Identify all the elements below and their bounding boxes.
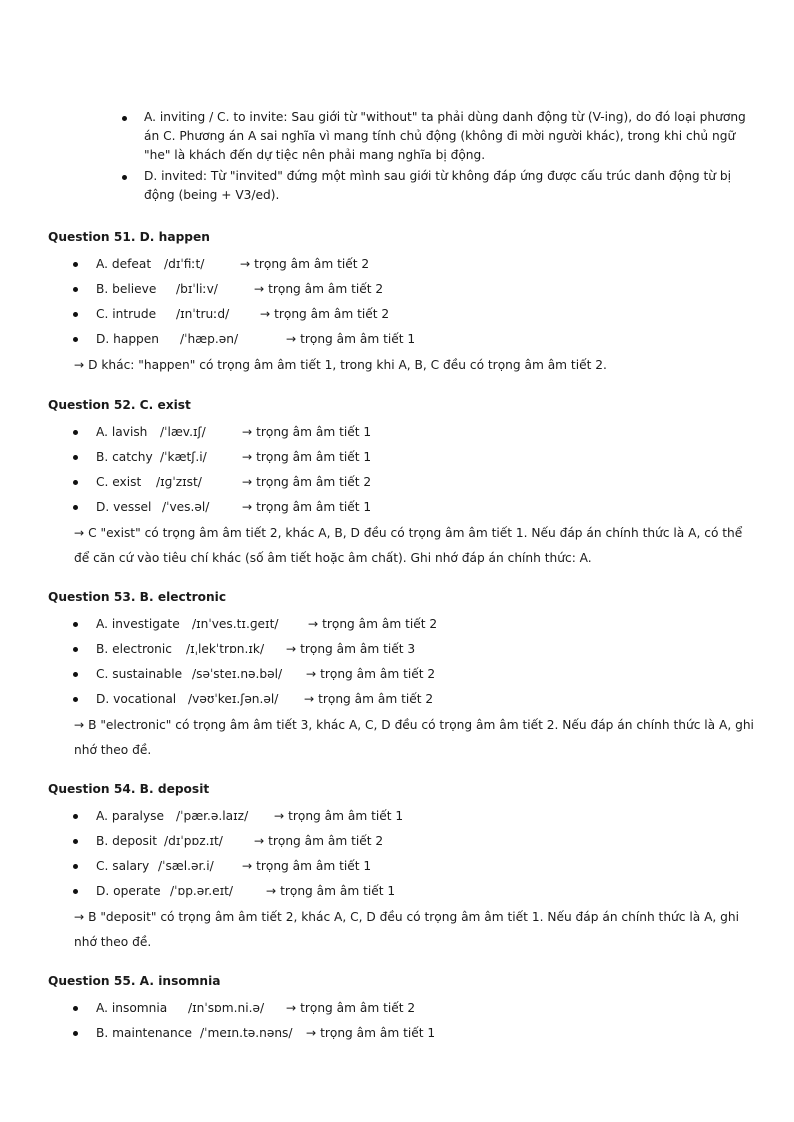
bullet-icon bbox=[73, 697, 78, 702]
question-52 bbox=[48, 396, 758, 571]
bullet-icon bbox=[122, 116, 127, 121]
option-item bbox=[48, 996, 758, 1021]
question-55 bbox=[48, 972, 758, 1046]
option-result: → trọng âm âm tiết 1 bbox=[242, 425, 372, 439]
intro-text: D. invited: Từ "invited" đứng một mình sau giới từ không đáp ứng được cấu trúc danh động từ bị động (being + V3/ed). bbox=[144, 169, 732, 202]
option-ipa: /ˈlæv.ɪʃ/ bbox=[160, 425, 206, 439]
option-item bbox=[48, 327, 758, 352]
bullet-icon bbox=[73, 647, 78, 652]
option-item bbox=[48, 687, 758, 712]
explanation-note: → D khác: "happen" có trọng âm âm tiết 1, trong khi A, B, C đều có trọng âm âm tiết 2. bbox=[74, 358, 607, 372]
bullet-icon bbox=[73, 287, 78, 292]
option-word: B. catchy bbox=[96, 450, 153, 464]
question-51 bbox=[48, 228, 758, 378]
question-54 bbox=[48, 780, 758, 955]
option-item bbox=[48, 612, 758, 637]
option-word: D. happen bbox=[96, 332, 160, 346]
bullet-icon bbox=[122, 175, 127, 180]
option-word: C. salary bbox=[96, 859, 150, 873]
option-item bbox=[48, 829, 758, 854]
option-ipa: /ɪnˈves.tɪ.ɡeɪt/ bbox=[192, 617, 279, 631]
option-ipa: /ɪˌlekˈtrɒn.ɪk/ bbox=[186, 642, 265, 656]
option-list bbox=[48, 420, 758, 520]
option-word: C. intrude bbox=[96, 307, 157, 321]
option-ipa: /ˈpær.ə.laɪz/ bbox=[176, 809, 249, 823]
option-item bbox=[48, 1021, 758, 1046]
bullet-icon bbox=[73, 839, 78, 844]
explanation-note: → C "exist" có trọng âm âm tiết 2, khác A, B, D đều có trọng âm âm tiết 1. Nếu đáp án chính thức là A, có thể để căn cứ vào tiêu chí khác (số âm tiết hoặc âm chất). Ghi nhớ đáp án chính thức: A. bbox=[74, 526, 743, 565]
bullet-icon bbox=[73, 622, 78, 627]
bullet-icon bbox=[73, 864, 78, 869]
option-ipa: /ˈves.əl/ bbox=[162, 500, 210, 514]
option-word: B. believe bbox=[96, 282, 157, 296]
option-ipa: /vəʊˈkeɪ.ʃən.əl/ bbox=[188, 692, 279, 706]
option-ipa: /ɪnˈtruːd/ bbox=[176, 307, 230, 321]
option-word: B. maintenance bbox=[96, 1026, 192, 1040]
option-list bbox=[48, 612, 758, 712]
option-result: → trọng âm âm tiết 1 bbox=[274, 809, 404, 823]
option-item bbox=[48, 804, 758, 829]
option-result: → trọng âm âm tiết 1 bbox=[286, 332, 416, 346]
bullet-icon bbox=[73, 1006, 78, 1011]
option-ipa: /dɪˈfiːt/ bbox=[164, 257, 205, 271]
intro-text: A. inviting / C. to invite: Sau giới từ "without" ta phải dùng danh động từ (V-ing), do đó loại phương án C. Phương án A sai nghĩa vì mang tính chủ động (không đi mời người khác), trong khi chủ ngữ "he" là khách đến dự tiệc nên phải mang nghĩa bị động. bbox=[144, 110, 746, 162]
option-item bbox=[48, 277, 758, 302]
option-result: → trọng âm âm tiết 2 bbox=[306, 667, 436, 681]
option-word: D. vocational bbox=[96, 692, 177, 706]
option-result: → trọng âm âm tiết 1 bbox=[306, 1026, 436, 1040]
bullet-icon bbox=[73, 455, 78, 460]
option-result: → trọng âm âm tiết 2 bbox=[260, 307, 390, 321]
option-result: → trọng âm âm tiết 2 bbox=[308, 617, 438, 631]
option-item bbox=[48, 495, 758, 520]
question-title: Question 55. A. insomnia bbox=[48, 974, 221, 988]
option-ipa: /dɪˈpɒz.ɪt/ bbox=[164, 834, 223, 848]
option-item bbox=[48, 637, 758, 662]
list-item bbox=[144, 108, 754, 165]
option-list bbox=[48, 804, 758, 904]
option-word: A. defeat bbox=[96, 257, 152, 271]
bullet-icon bbox=[73, 505, 78, 510]
bullet-icon bbox=[73, 430, 78, 435]
option-list bbox=[48, 996, 758, 1046]
option-word: A. investigate bbox=[96, 617, 180, 631]
option-word: A. lavish bbox=[96, 425, 148, 439]
option-item bbox=[48, 854, 758, 879]
option-item bbox=[48, 470, 758, 495]
option-ipa: /səˈsteɪ.nə.bəl/ bbox=[192, 667, 283, 681]
bullet-icon bbox=[73, 814, 78, 819]
option-result: → trọng âm âm tiết 3 bbox=[286, 642, 416, 656]
option-word: B. deposit bbox=[96, 834, 158, 848]
bullet-icon bbox=[73, 312, 78, 317]
question-title: Question 53. B. electronic bbox=[48, 590, 227, 604]
option-result: → trọng âm âm tiết 1 bbox=[242, 859, 372, 873]
option-ipa: /ˈɒp.ər.eɪt/ bbox=[170, 884, 233, 898]
option-word: C. sustainable bbox=[96, 667, 183, 681]
option-result: → trọng âm âm tiết 2 bbox=[254, 282, 384, 296]
option-word: C. exist bbox=[96, 475, 142, 489]
option-result: → trọng âm âm tiết 2 bbox=[304, 692, 434, 706]
option-item bbox=[48, 445, 758, 470]
option-item bbox=[48, 302, 758, 327]
option-ipa: /ˈhæp.ən/ bbox=[180, 332, 239, 346]
bullet-icon bbox=[73, 480, 78, 485]
option-ipa: /ˈsæl.ər.i/ bbox=[158, 859, 214, 873]
question-title: Question 52. C. exist bbox=[48, 398, 191, 412]
option-word: A. insomnia bbox=[96, 1001, 168, 1015]
option-result: → trọng âm âm tiết 1 bbox=[242, 450, 372, 464]
question-53 bbox=[48, 588, 758, 763]
bullet-icon bbox=[73, 672, 78, 677]
option-result: → trọng âm âm tiết 2 bbox=[242, 475, 372, 489]
option-ipa: /ˈmeɪn.tə.nəns/ bbox=[200, 1026, 293, 1040]
bullet-icon bbox=[73, 889, 78, 894]
option-ipa: /ɪnˈsɒm.ni.ə/ bbox=[188, 1001, 265, 1015]
option-result: → trọng âm âm tiết 2 bbox=[286, 1001, 416, 1015]
explanation-note: → B "electronic" có trọng âm âm tiết 3, khác A, C, D đều có trọng âm âm tiết 2. Nếu đáp án chính thức là A, ghi nhớ theo đề. bbox=[74, 718, 754, 757]
option-ipa: /ˈkætʃ.i/ bbox=[160, 450, 207, 464]
list-item bbox=[144, 167, 754, 205]
bullet-icon bbox=[73, 1031, 78, 1036]
option-result: → trọng âm âm tiết 2 bbox=[254, 834, 384, 848]
option-result: → trọng âm âm tiết 2 bbox=[240, 257, 370, 271]
option-result: → trọng âm âm tiết 1 bbox=[242, 500, 372, 514]
option-ipa: /bɪˈliːv/ bbox=[176, 282, 218, 296]
bullet-icon bbox=[73, 337, 78, 342]
explanation-note: → B "deposit" có trọng âm âm tiết 2, khác A, C, D đều có trọng âm âm tiết 1. Nếu đáp án chính thức là A, ghi nhớ theo đề. bbox=[74, 910, 740, 949]
option-word: B. electronic bbox=[96, 642, 172, 656]
option-result: → trọng âm âm tiết 1 bbox=[266, 884, 396, 898]
option-item bbox=[48, 420, 758, 445]
option-item bbox=[48, 662, 758, 687]
option-item bbox=[48, 252, 758, 277]
option-item bbox=[48, 879, 758, 904]
bullet-icon bbox=[73, 262, 78, 267]
intro-bullet-list bbox=[144, 108, 754, 205]
option-word: D. operate bbox=[96, 884, 161, 898]
question-title: Question 54. B. deposit bbox=[48, 782, 210, 796]
question-title: Question 51. D. happen bbox=[48, 230, 210, 244]
option-list bbox=[48, 252, 758, 352]
option-word: D. vessel bbox=[96, 500, 152, 514]
option-word: A. paralyse bbox=[96, 809, 165, 823]
option-ipa: /ɪɡˈzɪst/ bbox=[156, 475, 202, 489]
